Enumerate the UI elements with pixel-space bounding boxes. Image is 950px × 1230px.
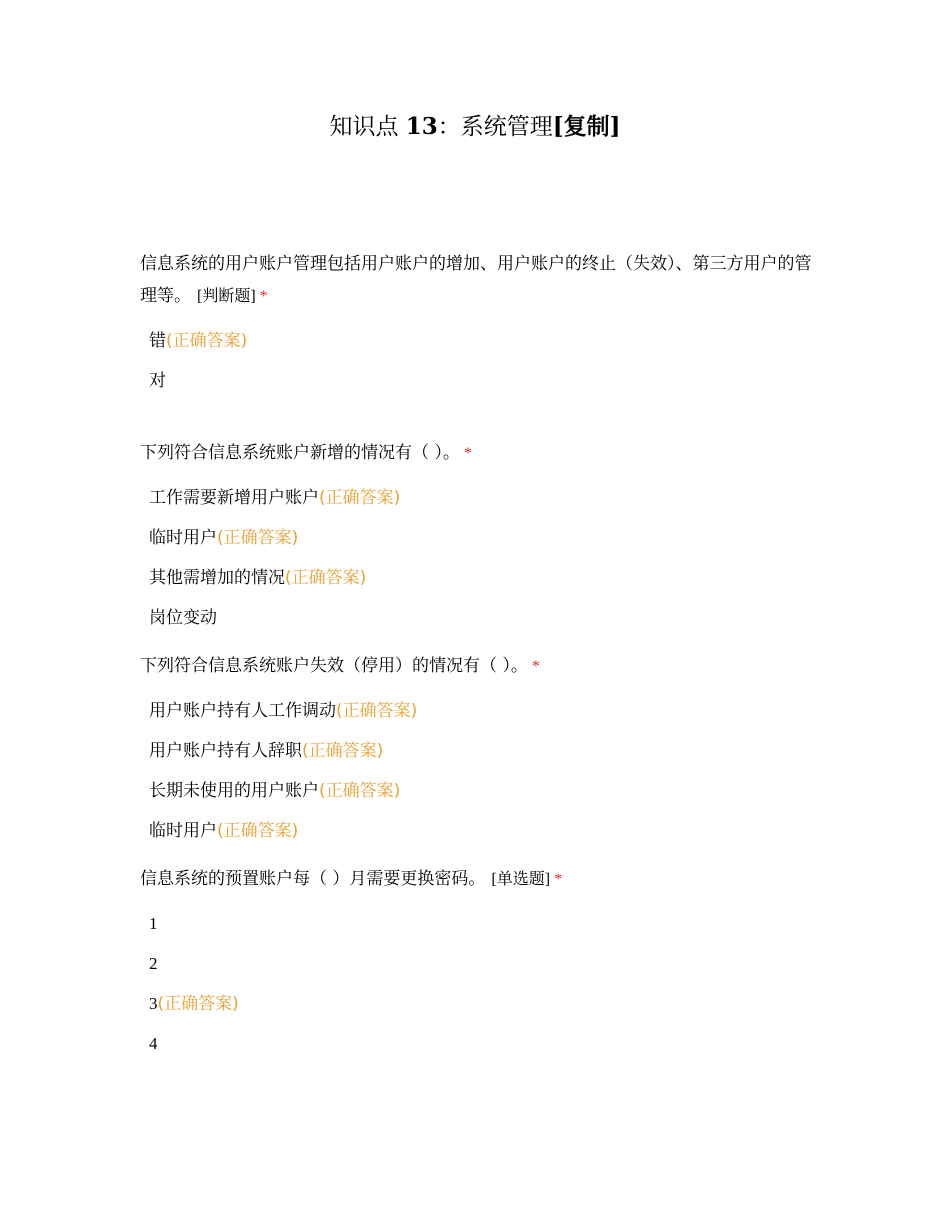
option[interactable] xyxy=(149,944,820,984)
question-text xyxy=(140,650,820,683)
question-list xyxy=(140,248,820,1064)
required-marker: * xyxy=(531,658,540,675)
correct-answer-marker: (正确答案) xyxy=(319,781,401,801)
option[interactable] xyxy=(149,321,820,361)
option-list xyxy=(149,321,820,401)
title-prefix: 知识点 xyxy=(329,114,399,140)
option[interactable] xyxy=(149,1024,820,1064)
required-marker: * xyxy=(554,871,563,888)
question-2-text: 下列符合信息系统账户新增的情况有（ ）。 xyxy=(140,443,460,463)
option[interactable] xyxy=(149,518,820,558)
question-4 xyxy=(140,863,820,1064)
option-label: 用户账户持有人辞职 xyxy=(149,741,302,761)
option[interactable] xyxy=(149,478,820,518)
question-type: [单选题] xyxy=(491,871,551,888)
option-label: 工作需要新增用户账户 xyxy=(149,488,319,508)
option[interactable] xyxy=(149,558,820,598)
option-label: 用户账户持有人工作调动 xyxy=(149,701,336,721)
correct-answer-marker: (正确答案) xyxy=(157,994,239,1014)
option-label: 4 xyxy=(149,1034,158,1053)
required-marker: * xyxy=(259,288,268,305)
option-list xyxy=(149,904,820,1064)
correct-answer-marker: (正确答案) xyxy=(217,528,299,548)
required-marker: * xyxy=(463,445,472,462)
option-label: 1 xyxy=(149,914,158,933)
option-label: 其他需增加的情况 xyxy=(149,568,285,588)
question-text xyxy=(140,437,820,470)
correct-answer-marker: (正确答案) xyxy=(285,568,367,588)
question-3 xyxy=(140,650,820,851)
option-label: 临时用户 xyxy=(149,821,217,841)
question-3-text: 下列符合信息系统账户失效（停用）的情况有（ ）。 xyxy=(140,656,528,676)
option-label: 错 xyxy=(149,331,166,351)
option-label: 岗位变动 xyxy=(149,608,217,628)
option-label: 3 xyxy=(149,994,158,1013)
option[interactable] xyxy=(149,904,820,944)
option[interactable] xyxy=(149,771,820,811)
option[interactable] xyxy=(149,731,820,771)
correct-answer-marker: (正确答案) xyxy=(302,741,384,761)
option[interactable] xyxy=(149,811,820,851)
correct-answer-marker: (正确答案) xyxy=(336,701,418,721)
option[interactable] xyxy=(149,984,820,1024)
question-1-text: 信息系统的用户账户管理包括用户账户的增加、用户账户的终止（失效）、第三方用户的管理等。 xyxy=(140,254,812,306)
option[interactable] xyxy=(149,361,820,401)
correct-answer-marker: (正确答案) xyxy=(166,331,248,351)
title-number: 13 xyxy=(405,113,438,140)
question-text xyxy=(140,863,820,896)
question-type: [判断题] xyxy=(197,288,256,305)
page-title xyxy=(0,110,950,144)
correct-answer-marker: (正确答案) xyxy=(217,821,299,841)
option-label: 对 xyxy=(149,371,166,391)
option-list xyxy=(149,478,820,638)
question-text xyxy=(140,248,820,313)
question-2 xyxy=(140,437,820,638)
option-list xyxy=(149,691,820,851)
question-1 xyxy=(140,248,820,401)
correct-answer-marker: (正确答案) xyxy=(319,488,401,508)
option[interactable] xyxy=(149,691,820,731)
title-suffix: ：系统管理 xyxy=(437,114,553,140)
question-4-text: 信息系统的预置账户每（ ）月需要更换密码。 xyxy=(140,869,486,889)
title-tag: [复制] xyxy=(552,113,621,140)
option[interactable] xyxy=(149,598,820,638)
option-label: 长期未使用的用户账户 xyxy=(149,781,319,801)
option-label: 2 xyxy=(149,954,158,973)
option-label: 临时用户 xyxy=(149,528,217,548)
